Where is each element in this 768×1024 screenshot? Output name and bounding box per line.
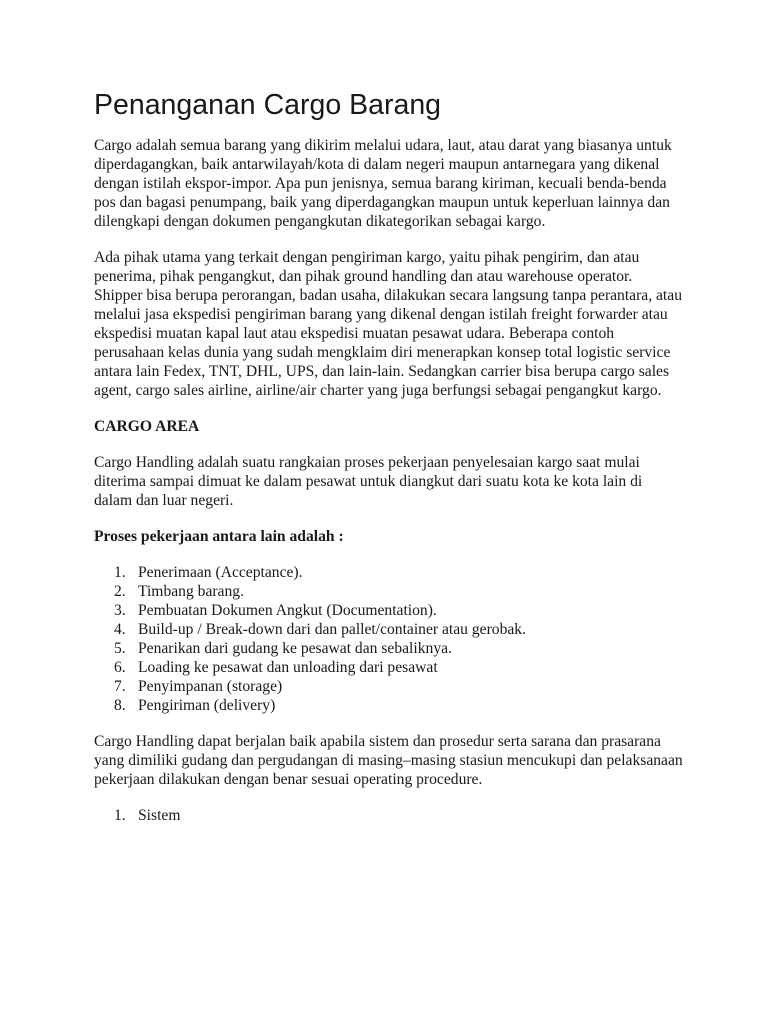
list-item-text: Sistem <box>138 807 181 824</box>
list-item <box>94 601 684 620</box>
list-item-text: Penyimpanan (storage) <box>138 678 283 695</box>
list-item <box>94 806 684 825</box>
section-heading-cargo-area: CARGO AREA <box>94 418 200 435</box>
list-item-text: Pengiriman (delivery) <box>138 697 276 714</box>
list-item-number: 7. <box>114 678 126 695</box>
list-item-number: 5. <box>114 640 126 657</box>
list-item-text: Loading ke pesawat dan unloading dari pesawat <box>138 659 438 676</box>
list-item <box>94 563 684 582</box>
list-item-number: 1. <box>114 564 126 581</box>
document-page <box>94 88 684 842</box>
list-item <box>94 677 684 696</box>
paragraph-parties: Ada pihak utama yang terkait dengan pengiriman kargo, yaitu pihak pengirim, dan atau penerima, pihak pengangkut, dan pihak ground handling dan atau warehouse operator. Shipper bisa berupa perorangan, badan usaha, dilakukan secara langsung tanpa perantara, atau melalui jasa ekspedisi pengiriman barang yang dikenal dengan istilah freight forwarder atau ekspedisi muatan kapal laut atau ekspedisi muatan pesawat udara. Beberapa contoh perusahaan kelas dunia yang sudah mengklaim diri menerapkan konsep total logistic service antara lain Fedex, TNT, DHL, UPS, dan lain-lain. Sedangkan carrier bisa berupa cargo sales agent, cargo sales airline, airline/air charter yang juga berfungsi sebagai pengangkut kargo. <box>94 249 682 399</box>
process-list <box>94 563 684 715</box>
list-item-text: Pembuatan Dokumen Angkut (Documentation). <box>138 602 437 619</box>
list-item <box>94 582 684 601</box>
list-item <box>94 696 684 715</box>
list-item-number: 3. <box>114 602 126 619</box>
paragraph-cargo-definition: Cargo adalah semua barang yang dikirim melalui udara, laut, atau darat yang biasanya untuk diperdagangkan, baik antarwilayah/kota di dalam negeri maupun antarnegara yang dikenal dengan istilah ekspor-impor. Apa pun jenisnya, semua barang kiriman, kecuali benda-benda pos dan bagasi penumpang, baik yang diperdagangkan maupun untuk keperluan lainnya dan dilengkapi dengan dokumen pengangkutan dikategorikan sebagai kargo. <box>94 137 672 230</box>
list-item <box>94 639 684 658</box>
list-item-text: Build-up / Break-down dari dan pallet/container atau gerobak. <box>138 621 526 638</box>
list-item <box>94 658 684 677</box>
list-heading-process: Proses pekerjaan antara lain adalah : <box>94 528 344 545</box>
list-item-number: 4. <box>114 621 126 638</box>
paragraph-cargo-handling: Cargo Handling adalah suatu rangkaian proses pekerjaan penyelesaian kargo saat mulai diterima sampai dimuat ke dalam pesawat untuk diangkut dari suatu kota ke kota lain di dalam dan luar negeri. <box>94 454 643 509</box>
list-item <box>94 620 684 639</box>
document-title: Penanganan Cargo Barang <box>94 89 442 121</box>
list-item-text: Penerimaan (Acceptance). <box>138 564 303 581</box>
paragraph-handling-requirements: Cargo Handling dapat berjalan baik apabila sistem dan prosedur serta sarana dan prasarana yang dimiliki gudang dan pergudangan di masing–masing stasiun mencukupi dan pelaksanaan pekerjaan dilakukan dengan benar sesuai operating procedure. <box>94 733 683 788</box>
list-item-number: 8. <box>114 697 126 714</box>
list-item-text: Penarikan dari gudang ke pesawat dan sebaliknya. <box>138 640 452 657</box>
list-item-text: Timbang barang. <box>138 583 244 600</box>
requirements-list <box>94 806 684 825</box>
list-item-number: 1. <box>114 807 126 824</box>
list-item-number: 6. <box>114 659 126 676</box>
list-item-number: 2. <box>114 583 126 600</box>
